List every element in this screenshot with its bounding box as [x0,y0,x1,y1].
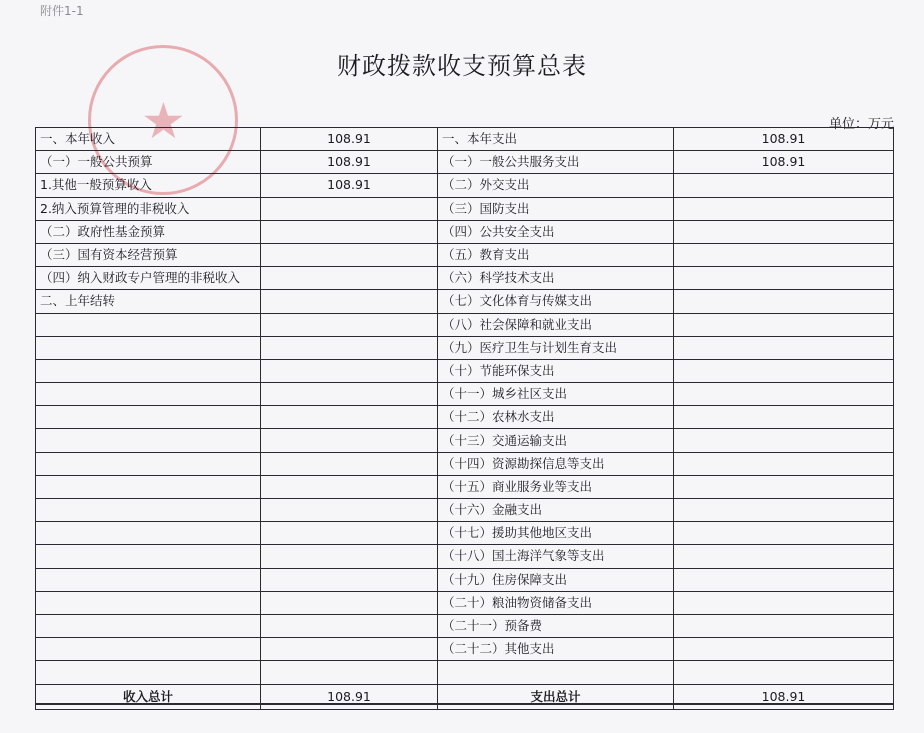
table-row [36,452,894,475]
expense-item-value [674,220,894,243]
budget-table-body [36,128,894,685]
expense-item-label: （十五）商业服务业等支出 [438,475,674,498]
income-item-value [261,452,438,475]
expense-item-label: （二）外交支出 [438,174,674,197]
table-row [36,128,894,151]
income-item-value [261,359,438,382]
expense-item-value [674,568,894,591]
expense-item-value [674,475,894,498]
expense-item-value [674,290,894,313]
income-item-label: 二、上年结转 [36,290,261,313]
income-item-value [261,545,438,568]
expense-item-label: （十三）交通运输支出 [438,429,674,452]
table-row [36,522,894,545]
expense-item-label: （八）社会保障和就业支出 [438,313,674,336]
expense-item-label: （十）节能环保支出 [438,359,674,382]
expense-item-label: （二十二）其他支出 [438,638,674,661]
income-item-value [261,522,438,545]
expense-item-label: （九）医疗卫生与计划生育支出 [438,336,674,359]
income-item-value [261,614,438,637]
table-row [36,313,894,336]
income-item-value: 108.91 [261,128,438,151]
expense-item-value [674,267,894,290]
expense-item-label: （十四）资源勘探信息等支出 [438,452,674,475]
income-item-value [261,336,438,359]
expense-item-label [438,661,674,684]
table-row [36,359,894,382]
table-row [36,243,894,266]
expense-item-value [674,313,894,336]
income-item-value [261,290,438,313]
expense-item-label: （十七）援助其他地区支出 [438,522,674,545]
expense-item-label: （十六）金融支出 [438,499,674,522]
table-row [36,499,894,522]
table-bottom-border [35,703,893,705]
expense-item-label: （一）一般公共服务支出 [438,151,674,174]
table-row [36,475,894,498]
expense-item-value [674,545,894,568]
expense-item-value [674,243,894,266]
income-item-value [261,638,438,661]
expense-total-label: 支出总计 [438,684,674,709]
income-item-value [261,243,438,266]
expense-item-label: （十八）国土海洋气象等支出 [438,545,674,568]
expense-item-value [674,174,894,197]
income-item-label [36,359,261,382]
expense-item-label: （十二）农林水支出 [438,406,674,429]
income-item-label [36,452,261,475]
income-item-value [261,499,438,522]
income-item-label [36,522,261,545]
expense-item-value [674,591,894,614]
totals-row [36,684,894,709]
table-row [36,661,894,684]
income-item-label: （三）国有资本经营预算 [36,243,261,266]
income-item-label [36,568,261,591]
income-item-value [261,429,438,452]
expense-item-label: 一、本年支出 [438,128,674,151]
table-row [36,220,894,243]
table-row [36,151,894,174]
income-item-value: 108.91 [261,174,438,197]
table-row [36,614,894,637]
income-item-label [36,591,261,614]
expense-item-value [674,661,894,684]
income-item-value [261,383,438,406]
table-row [36,174,894,197]
income-item-label [36,638,261,661]
income-item-label: 一、本年收入 [36,128,261,151]
income-item-value: 108.91 [261,151,438,174]
expense-item-label: （十一）城乡社区支出 [438,383,674,406]
income-item-value [261,267,438,290]
table-row [36,267,894,290]
expense-item-value [674,336,894,359]
expense-item-label: （七）文化体育与传媒支出 [438,290,674,313]
expense-item-value [674,429,894,452]
expense-item-value [674,383,894,406]
expense-item-label: （四）公共安全支出 [438,220,674,243]
table-row [36,197,894,220]
expense-item-label: （二十）粮油物资储备支出 [438,591,674,614]
expense-item-label: （二十一）预备费 [438,614,674,637]
income-item-label [36,429,261,452]
income-item-label: （一）一般公共预算 [36,151,261,174]
page-title: 财政拨款收支预算总表 [337,52,587,80]
income-item-label: （二）政府性基金预算 [36,220,261,243]
income-item-label [36,661,261,684]
income-item-label [36,475,261,498]
expense-item-value [674,452,894,475]
expense-item-label: （三）国防支出 [438,197,674,220]
income-total-value: 108.91 [261,684,438,709]
expense-item-value [674,522,894,545]
income-item-label [36,383,261,406]
income-item-label [36,313,261,336]
table-row [36,545,894,568]
table-row [36,383,894,406]
expense-item-value [674,359,894,382]
expense-item-value [674,406,894,429]
expense-total-value: 108.91 [674,684,894,709]
expense-item-label: （六）科学技术支出 [438,267,674,290]
income-item-value [261,220,438,243]
income-item-value [261,313,438,336]
income-item-label: 1.其他一般预算收入 [36,174,261,197]
income-item-value [261,197,438,220]
table-row [36,591,894,614]
seal-star-icon: ★ [141,92,186,150]
table-row [36,406,894,429]
table-row [36,290,894,313]
income-item-value [261,568,438,591]
income-item-value [261,406,438,429]
expense-item-value [674,614,894,637]
expense-item-label: （五）教育支出 [438,243,674,266]
income-item-label [36,406,261,429]
income-item-label [36,499,261,522]
income-item-value [261,475,438,498]
income-item-label [36,614,261,637]
income-item-value [261,661,438,684]
table-row [36,568,894,591]
expense-item-value [674,638,894,661]
table-row [36,638,894,661]
table-row [36,429,894,452]
income-item-label: （四）纳入财政专户管理的非税收入 [36,267,261,290]
expense-item-value [674,197,894,220]
attachment-label: 附件1-1 [40,4,84,18]
expense-item-value [674,499,894,522]
income-total-label: 收入总计 [36,684,261,709]
income-item-label [36,545,261,568]
budget-table [35,127,894,710]
unit-label: 单位：万元 [828,117,894,132]
income-item-value [261,591,438,614]
income-item-label [36,336,261,359]
expense-item-label: （十九）住房保障支出 [438,568,674,591]
table-row [36,336,894,359]
expense-item-value: 108.91 [674,128,894,151]
expense-item-value: 108.91 [674,151,894,174]
income-item-label: 2.纳入预算管理的非税收入 [36,197,261,220]
